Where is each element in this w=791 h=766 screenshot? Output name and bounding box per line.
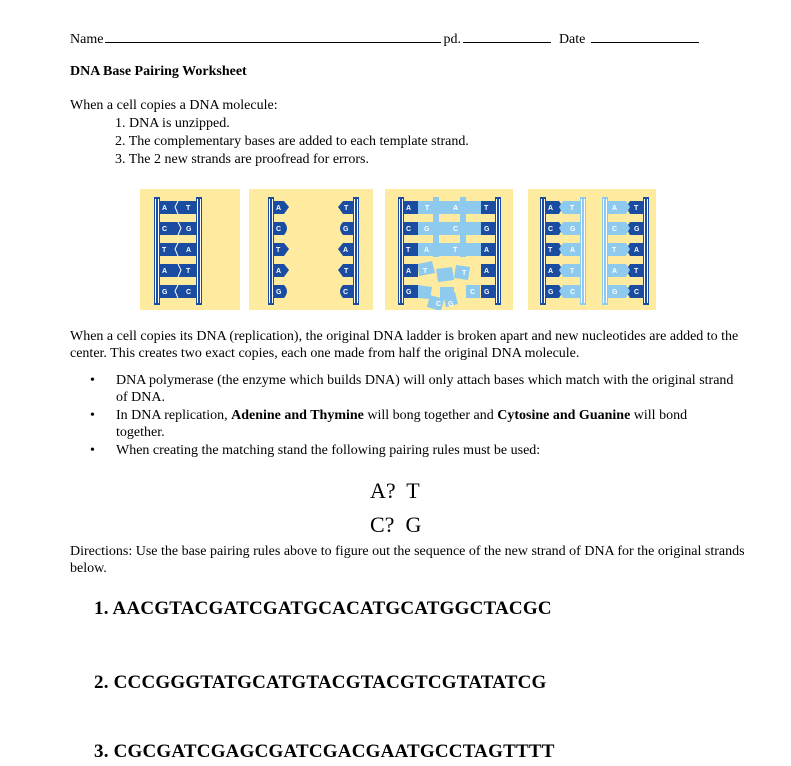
svg-text:T: T <box>276 247 281 254</box>
svg-text:T: T <box>453 247 458 254</box>
svg-text:A: A <box>162 268 168 275</box>
svg-text:A: A <box>424 247 430 254</box>
sequence-2: 2. CCCGGGTATGCATGTACGTACGTCGTATATCG <box>94 672 547 693</box>
svg-text:C: C <box>612 226 618 233</box>
svg-text:A: A <box>612 268 618 275</box>
svg-text:T: T <box>186 205 191 212</box>
rule-c-g: C? G <box>370 512 422 537</box>
svg-text:A: A <box>612 205 618 212</box>
svg-text:G: G <box>186 226 192 233</box>
svg-text:T: T <box>344 268 349 275</box>
svg-text:G: G <box>612 289 618 296</box>
step-1: 1. DNA is unzipped. <box>115 116 230 131</box>
svg-text:A: A <box>406 205 412 212</box>
panel-3-dna <box>398 197 501 310</box>
svg-text:C: C <box>634 289 640 296</box>
svg-text:T: T <box>634 268 639 275</box>
svg-text:G: G <box>424 226 430 233</box>
svg-text:C: C <box>570 289 576 296</box>
intro-text: When a cell copies a DNA molecule: <box>70 98 278 113</box>
svg-text:A: A <box>634 247 640 254</box>
pd-field[interactable] <box>463 30 551 43</box>
svg-text:G: G <box>343 226 349 233</box>
svg-text:C: C <box>162 226 168 233</box>
svg-text:A: A <box>484 247 490 254</box>
name-label: Name <box>70 32 104 47</box>
svg-text:A: A <box>548 205 554 212</box>
svg-text:A: A <box>276 268 282 275</box>
svg-text:A: A <box>548 268 554 275</box>
rule-a-t: A? T <box>370 478 420 503</box>
header-row <box>70 30 701 48</box>
svg-text:A: A <box>186 247 192 254</box>
sequence-3: 3. CGCGATCGAGCGATCGACGAATGCCTAGTTTT <box>94 741 555 762</box>
svg-text:C: C <box>548 226 554 233</box>
svg-text:A: A <box>276 205 282 212</box>
svg-text:T: T <box>425 205 430 212</box>
svg-text:G: G <box>548 289 554 296</box>
svg-text:G: G <box>406 289 412 296</box>
svg-text:A: A <box>162 205 168 212</box>
svg-text:A: A <box>406 268 412 275</box>
svg-text:C: C <box>436 301 442 308</box>
svg-text:G: G <box>162 289 168 296</box>
panel-1-dna <box>154 197 202 305</box>
svg-text:C: C <box>470 289 476 296</box>
name-field[interactable] <box>105 30 441 43</box>
svg-text:T: T <box>570 205 575 212</box>
svg-text:A: A <box>343 247 349 254</box>
date-label: Date <box>558 32 586 47</box>
svg-text:C: C <box>453 226 459 233</box>
svg-text:C: C <box>406 226 412 233</box>
svg-text:T: T <box>186 268 191 275</box>
step-3: 3. The 2 new strands are proofread for errors. <box>115 152 369 167</box>
svg-text:G: G <box>570 226 576 233</box>
directions-text: Directions: Use the base pairing rules above to figure out the sequence of the new strand of DNA for the original strands below. <box>70 544 745 576</box>
svg-text:G: G <box>484 226 490 233</box>
svg-text:C: C <box>186 289 192 296</box>
rules-bullet-list <box>88 372 738 460</box>
svg-text:T: T <box>423 268 428 275</box>
svg-text:T: T <box>612 247 617 254</box>
bullet-pairing-rules: • When creating the matching stand the following pairing rules must be used: <box>88 442 738 459</box>
svg-text:T: T <box>162 247 167 254</box>
svg-text:T: T <box>462 270 467 277</box>
svg-text:T: T <box>344 205 349 212</box>
date-field[interactable] <box>591 30 699 43</box>
svg-text:A: A <box>453 205 459 212</box>
sequence-1: 1. AACGTACGATCGATGCACATGCATGGCTACGC <box>94 598 552 619</box>
svg-text:A: A <box>484 268 490 275</box>
svg-text:T: T <box>548 247 553 254</box>
svg-text:G: G <box>276 289 282 296</box>
svg-text:G: G <box>484 289 490 296</box>
step-2: 2. The complementary bases are added to each template strand. <box>115 134 469 149</box>
svg-text:C: C <box>276 226 282 233</box>
replication-paragraph: When a cell copies its DNA (replication), the original DNA ladder is broken apart and new nucleotides are added to the center. This creates two exact copies, each one made from half the original DNA molecule. <box>70 329 739 361</box>
svg-text:T: T <box>406 247 411 254</box>
bullet-polymerase: • DNA polymerase (the enzyme which builds DNA) will only attach bases which match with the original strand of DNA. <box>88 372 738 406</box>
worksheet-title: DNA Base Pairing Worksheet <box>70 64 247 79</box>
bullet-pairing: • In DNA replication, Adenine and Thymine will bong together and Cytosine and Guanine will bond together. <box>88 407 738 441</box>
svg-text:T: T <box>484 205 489 212</box>
svg-text:G: G <box>448 301 454 308</box>
svg-text:G: G <box>634 226 640 233</box>
svg-text:C: C <box>343 289 349 296</box>
pd-label: pd. <box>443 32 461 47</box>
svg-text:T: T <box>634 205 639 212</box>
dna-replication-figure <box>140 189 660 310</box>
svg-text:T: T <box>570 268 575 275</box>
svg-text:A: A <box>570 247 576 254</box>
